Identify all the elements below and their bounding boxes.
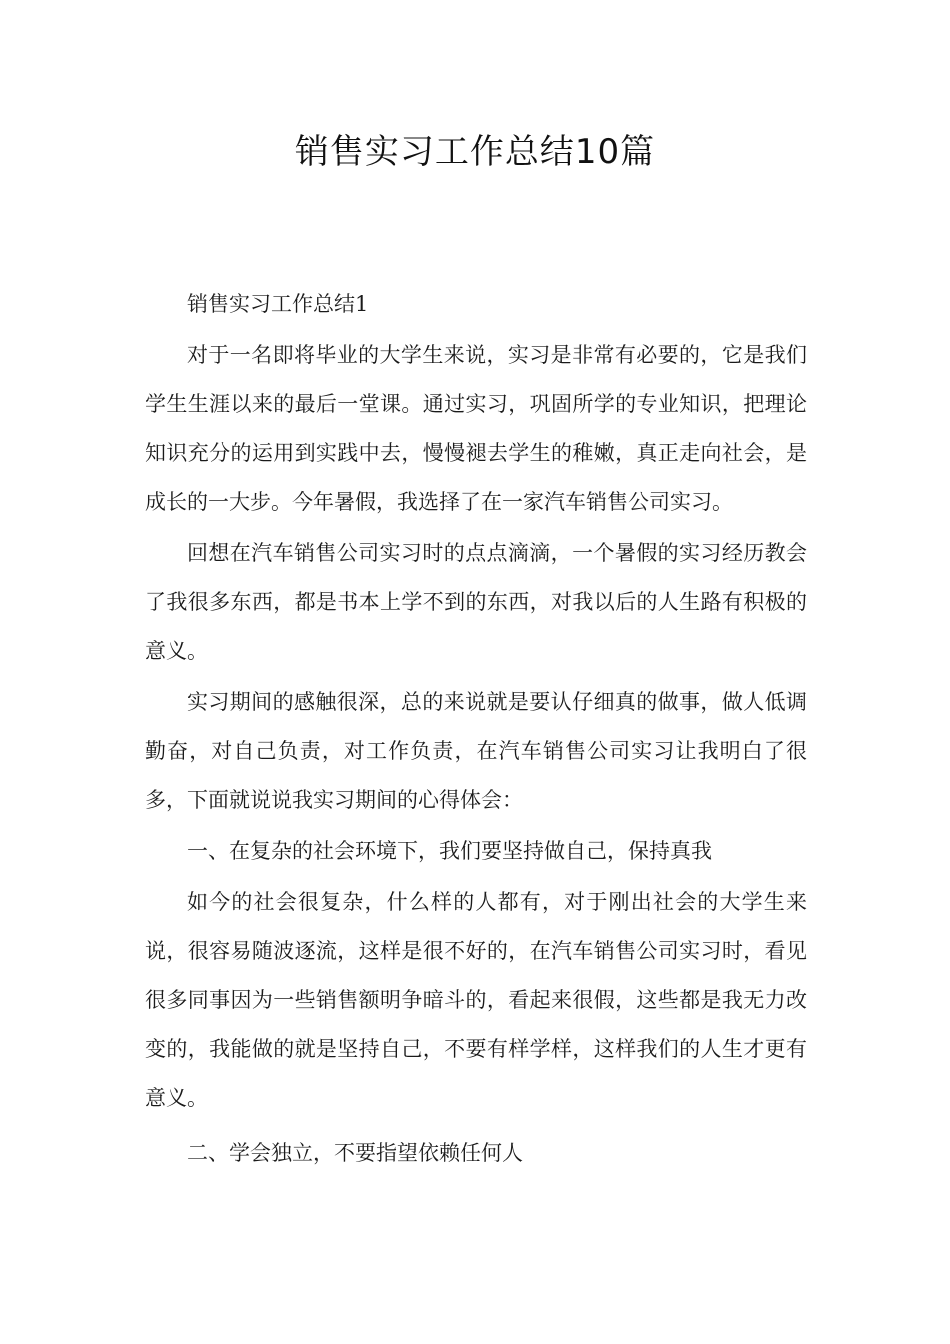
paragraph-2: 回想在汽车销售公司实习时的点点滴滴，一个暑假的实习经历教会了我很多东西，都是书本上学不到的东西，对我以后的人生路有积极的意义。 bbox=[145, 541, 807, 663]
section-title: 销售实习工作总结1 bbox=[187, 292, 369, 316]
paragraph-1: 对于一名即将毕业的大学生来说，实习是非常有必要的，它是我们学生生涯以来的最后一堂课。通过实习，巩固所学的专业知识，把理论知识充分的运用到实践中去，慢慢褪去学生的稚嫩，真正走向社会，是成长的一大步。今年暑假，我选择了在一家汽车销售公司实习。 bbox=[145, 343, 807, 514]
document-body bbox=[145, 280, 807, 1178]
subheading-2: 二、学会独立，不要指望依赖任何人 bbox=[187, 1141, 523, 1165]
paragraph-4: 如今的社会很复杂，什么样的人都有，对于刚出社会的大学生来说，很容易随波逐流，这样是很不好的，在汽车销售公司实习时，看见很多同事因为一些销售额明争暗斗的，看起来很假，这些都是我无力改变的，我能做的就是坚持自己，不要有样学样，这样我们的人生才更有意义。 bbox=[145, 890, 807, 1110]
document-title: 销售实习工作总结10篇 bbox=[294, 132, 656, 172]
subheading-1: 一、在复杂的社会环境下，我们要坚持做自己，保持真我 bbox=[187, 839, 712, 863]
paragraph-3: 实习期间的感触很深，总的来说就是要认仔细真的做事，做人低调勤奋，对自己负责，对工作负责，在汽车销售公司实习让我明白了很多，下面就说说我实习期间的心得体会： bbox=[145, 690, 807, 812]
